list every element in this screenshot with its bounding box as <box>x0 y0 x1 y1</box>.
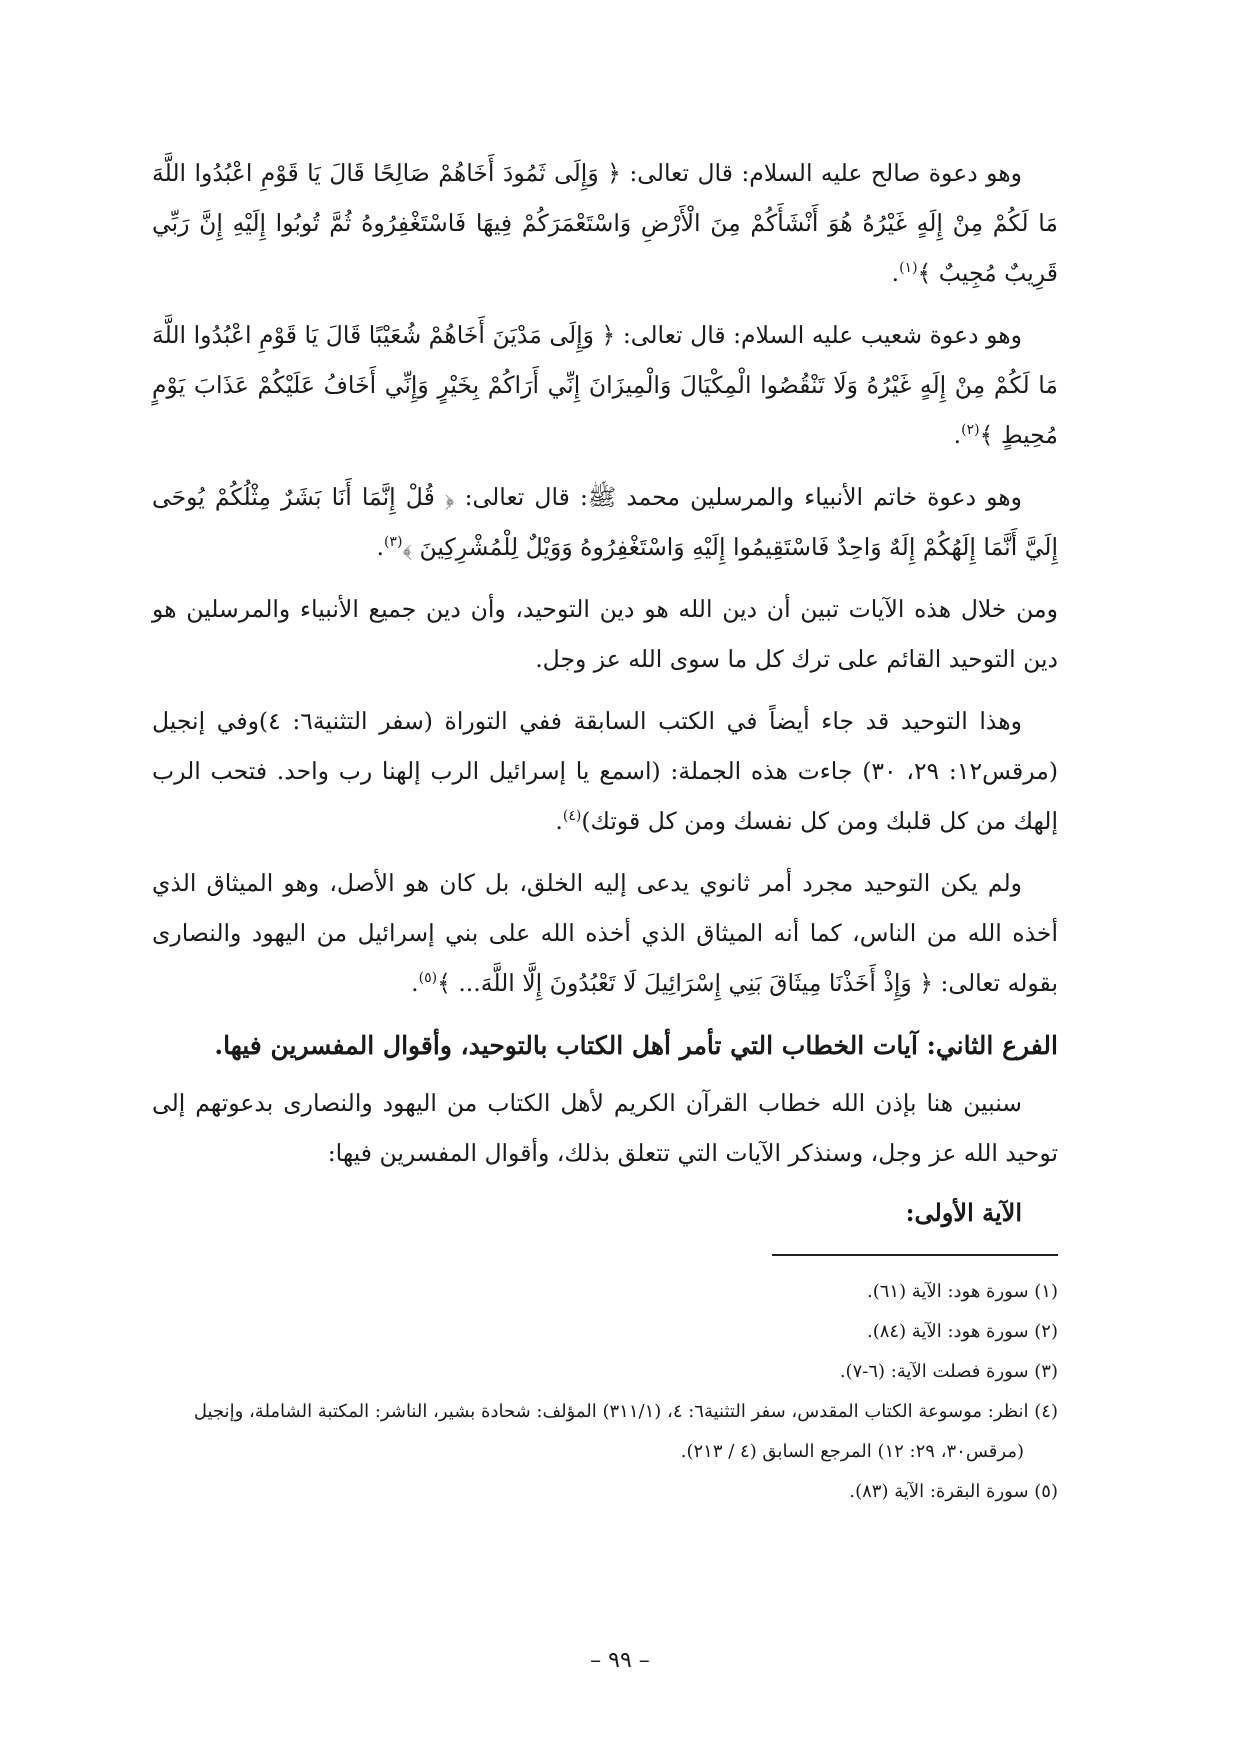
footnote-1: (١) سورة هود: الآية (٦١). <box>866 1281 1058 1302</box>
paragraph-conclusion <box>152 584 1058 684</box>
footnote-4: (٤) انظر: موسوعة الكتاب المقدس، سفر التثنية٦: ٤، (٣١١/١) المؤلف: شحادة بشير، الناشر: المكتبة الشاملة، وإنجيل <box>193 1401 1058 1422</box>
paragraph-intro <box>152 1078 1058 1178</box>
section-heading: الفرع الثاني: آيات الخطاب التي تأمر أهل الكتاب بالتوحيد، وأقوال المفسرين فيها. <box>214 1031 1058 1060</box>
paragraph-saleh <box>152 148 1058 298</box>
footnote-separator <box>772 1254 1058 1256</box>
paragraph-shuaib <box>152 310 1058 460</box>
paragraph-text: وهو دعوة صالح عليه السلام: قال تعالى: ﴿ وَإِلَى ثَمُودَ أَخَاهُمْ صَالِحًا قَالَ يَا قَوْمِ اعْبُدُوا اللَّهَ مَا لَكُمْ مِنْ إِلَهٍ غَيْرُهُ هُوَ أَنْشَأَكُمْ مِنَ الْأَرْضِ وَاسْتَعْمَرَكُمْ فِيهَا فَاسْتَغْفِرُوهُ ثُمَّ تُوبُوا إِلَيْهِ إِنَّ رَبِّي قَرِيبٌ مُجِيبٌ ﴾ <box>152 159 1058 287</box>
paragraph-text: ومن خلال هذه الآيات تبين أن دين الله هو دين التوحيد، وأن دين جميع الأنبياء والمرسلين هو دين التوحيد القائم على ترك كل ما سوى الله عز وجل. <box>152 595 1058 673</box>
paragraph-text: سنبين هنا بإذن الله خطاب القرآن الكريم لأهل الكتاب من اليهود والنصارى بدعوتهم إلى توحيد الله عز وجل، وسنذكر الآيات التي تتعلق بذلك، وأقوال المفسرين فيها: <box>152 1089 1058 1167</box>
paragraph-muhammad <box>152 472 1058 572</box>
subsection-heading: الآية الأولى: <box>905 1198 1022 1227</box>
paragraph-text: وهو دعوة خاتم الأنبياء والمرسلين محمد ﷺ: قال تعالى: ﴿ قُلْ إِنَّمَا أَنَا بَشَرٌ مِثْلُكُمْ يُوحَى إِلَيَّ أَنَّمَا إِلَهُكُمْ إِلَهٌ وَاحِدٌ فَاسْتَقِيمُوا إِلَيْهِ وَاسْتَغْفِرُوهُ وَوَيْلٌ لِلْمُشْرِكِينَ ﴾ <box>152 483 1058 561</box>
footnote-4-continued: (مرقس٣٠، ٢٩: ١٢) المرجع السابق (٤ / ٢١٣). <box>680 1441 1024 1462</box>
punctuation: . <box>555 807 563 835</box>
paragraph-text: ولم يكن التوحيد مجرد أمر ثانوي يدعى إليه الخلق، بل كان هو الأصل، وهو الميثاق الذي أخذه الله من الناس، كما أنه الميثاق الذي أخذه الله على بني إسرائيل من اليهود والنصارى بقوله تعالى: ﴿ وَإِذْ أَخَذْنَا مِيثَاقَ بَنِي إِسْرَائِيلَ لَا تَعْبُدُونَ إِلَّا اللَّهَ... ﴾ <box>152 869 1058 997</box>
footnote-3: (٣) سورة فصلت الآية: (٦-٧). <box>839 1361 1058 1382</box>
punctuation: . <box>891 259 900 287</box>
footnote-ref[interactable]: (٢) <box>961 422 980 439</box>
punctuation: . <box>411 969 419 997</box>
footnote-2: (٢) سورة هود: الآية (٨٤). <box>866 1321 1058 1342</box>
paragraph-text: وهذا التوحيد قد جاء أيضاً في الكتب السابقة ففي التوراة (سفر التثنية٦: ٤)وفي إنجيل (مرقس١٢: ٢٩، ٣٠) جاءت هذه الجملة: (اسمع يا إسرائيل الرب إلهنا رب واحد. فتحب الرب إلهك من كل قلبك ومن كل نفسك ومن كل قوتك) <box>152 707 1058 835</box>
footnote-ref[interactable]: (٥) <box>418 970 438 987</box>
paragraph-scriptures <box>152 696 1058 846</box>
footnote-ref[interactable]: (٣) <box>383 534 403 551</box>
footnotes <box>152 1272 1058 1512</box>
footnote-5: (٥) سورة البقرة: الآية (٨٣). <box>849 1481 1058 1502</box>
punctuation: . <box>953 421 962 449</box>
footnote-ref[interactable]: (١) <box>899 260 918 277</box>
page-number: – ٩٩ – <box>590 1648 650 1673</box>
paragraph-covenant <box>152 858 1058 1008</box>
punctuation: . <box>376 533 384 561</box>
document-body <box>152 148 1058 1236</box>
paragraph-text: وهو دعوة شعيب عليه السلام: قال تعالى: ﴿ وَإِلَى مَدْيَنَ أَخَاهُمْ شُعَيْبًا قَالَ يَا قَوْمِ اعْبُدُوا اللَّهَ مَا لَكُمْ مِنْ إِلَهٍ غَيْرُهُ وَلَا تَنْقُصُوا الْمِكْيَالَ وَالْمِيزَانَ إِنِّي أَرَاكُمْ بِخَيْرٍ وَإِنِّي أَخَافُ عَلَيْكُمْ عَذَابَ يَوْمٍ مُحِيطٍ ﴾ <box>152 321 1058 449</box>
footnote-ref[interactable]: (٤) <box>562 808 582 825</box>
